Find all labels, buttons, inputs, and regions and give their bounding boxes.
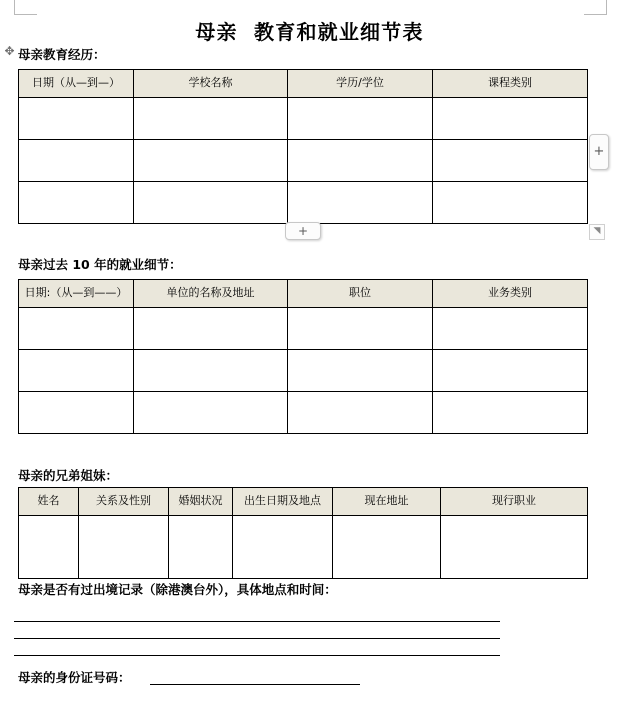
column-header-name: 姓名 (19, 488, 79, 516)
label-id-number: 母亲的身份证号码： (18, 670, 131, 685)
column-header-birth-date-place: 出生日期及地点 (233, 488, 333, 516)
table-cell[interactable] (433, 182, 588, 224)
table-cell[interactable] (433, 308, 588, 350)
table-cell[interactable] (288, 392, 433, 434)
table-education (18, 69, 588, 224)
table-cell[interactable] (134, 140, 288, 182)
table-cell[interactable] (288, 350, 433, 392)
table-row (19, 516, 588, 579)
table-cell[interactable] (19, 392, 134, 434)
table-cell[interactable] (134, 392, 288, 434)
blank-line-1[interactable] (14, 621, 500, 622)
table-resize-grip[interactable]: ◥ (589, 224, 605, 240)
column-header-school: 学校名称 (134, 70, 288, 98)
table-cell[interactable] (433, 392, 588, 434)
column-header-current-occupation: 现行职业 (441, 488, 588, 516)
table-row (19, 182, 588, 224)
table-header-row (19, 280, 588, 308)
table-siblings (18, 487, 588, 579)
caption-education: 母亲教育经历： (18, 47, 106, 62)
insert-row-button[interactable]: + (285, 222, 321, 240)
caption-travel-record: 母亲是否有过出境记录（除港澳台外），具体地点和时间： (18, 582, 337, 597)
column-header-employer: 单位的名称及地址 (134, 280, 288, 308)
table-cell[interactable] (19, 516, 79, 579)
table-cell[interactable] (288, 98, 433, 140)
table-cell[interactable] (441, 516, 588, 579)
table-cell[interactable] (134, 98, 288, 140)
caption-siblings: 母亲的兄弟姐妹： (18, 468, 119, 483)
table-row (19, 392, 588, 434)
table-cell[interactable] (433, 350, 588, 392)
margin-mark-top-left (14, 0, 37, 15)
table-cell[interactable] (134, 308, 288, 350)
table-cell[interactable] (433, 140, 588, 182)
blank-line-3[interactable] (14, 655, 500, 656)
blank-line-2[interactable] (14, 638, 500, 639)
table-cell[interactable] (288, 308, 433, 350)
table-header-row (19, 70, 588, 98)
table-cell[interactable] (19, 182, 134, 224)
margin-mark-top-right (584, 0, 607, 15)
column-header-date: 日期:（从—到——） (19, 280, 134, 308)
id-number-blank-line[interactable] (150, 684, 360, 685)
table-cell[interactable] (134, 350, 288, 392)
column-header-position: 职位 (288, 280, 433, 308)
table-cell[interactable] (433, 98, 588, 140)
column-header-marital-status: 婚姻状况 (169, 488, 233, 516)
table-move-handle-icon[interactable]: ✥ (4, 44, 15, 58)
column-header-course: 课程类别 (433, 70, 588, 98)
table-cell[interactable] (79, 516, 169, 579)
table-row (19, 140, 588, 182)
column-header-business-type: 业务类别 (433, 280, 588, 308)
table-row (19, 350, 588, 392)
column-header-degree: 学历/学位 (288, 70, 433, 98)
page-title: 母亲 教育和就业细节表 (195, 20, 424, 44)
table-cell[interactable] (233, 516, 333, 579)
insert-column-button[interactable]: + (589, 134, 609, 170)
table-cell[interactable] (19, 308, 134, 350)
table-cell[interactable] (19, 98, 134, 140)
table-cell[interactable] (19, 140, 134, 182)
table-row (19, 98, 588, 140)
column-header-relation-gender: 关系及性别 (79, 488, 169, 516)
table-cell[interactable] (169, 516, 233, 579)
table-cell[interactable] (19, 350, 134, 392)
table-cell[interactable] (134, 182, 288, 224)
table-header-row (19, 488, 588, 516)
column-header-date: 日期（从—到—） (19, 70, 134, 98)
caption-employment: 母亲过去 10 年的就业细节： (18, 257, 182, 272)
table-cell[interactable] (288, 182, 433, 224)
table-row (19, 308, 588, 350)
table-employment (18, 279, 588, 434)
table-cell[interactable] (288, 140, 433, 182)
column-header-current-address: 现在地址 (333, 488, 441, 516)
table-cell[interactable] (333, 516, 441, 579)
